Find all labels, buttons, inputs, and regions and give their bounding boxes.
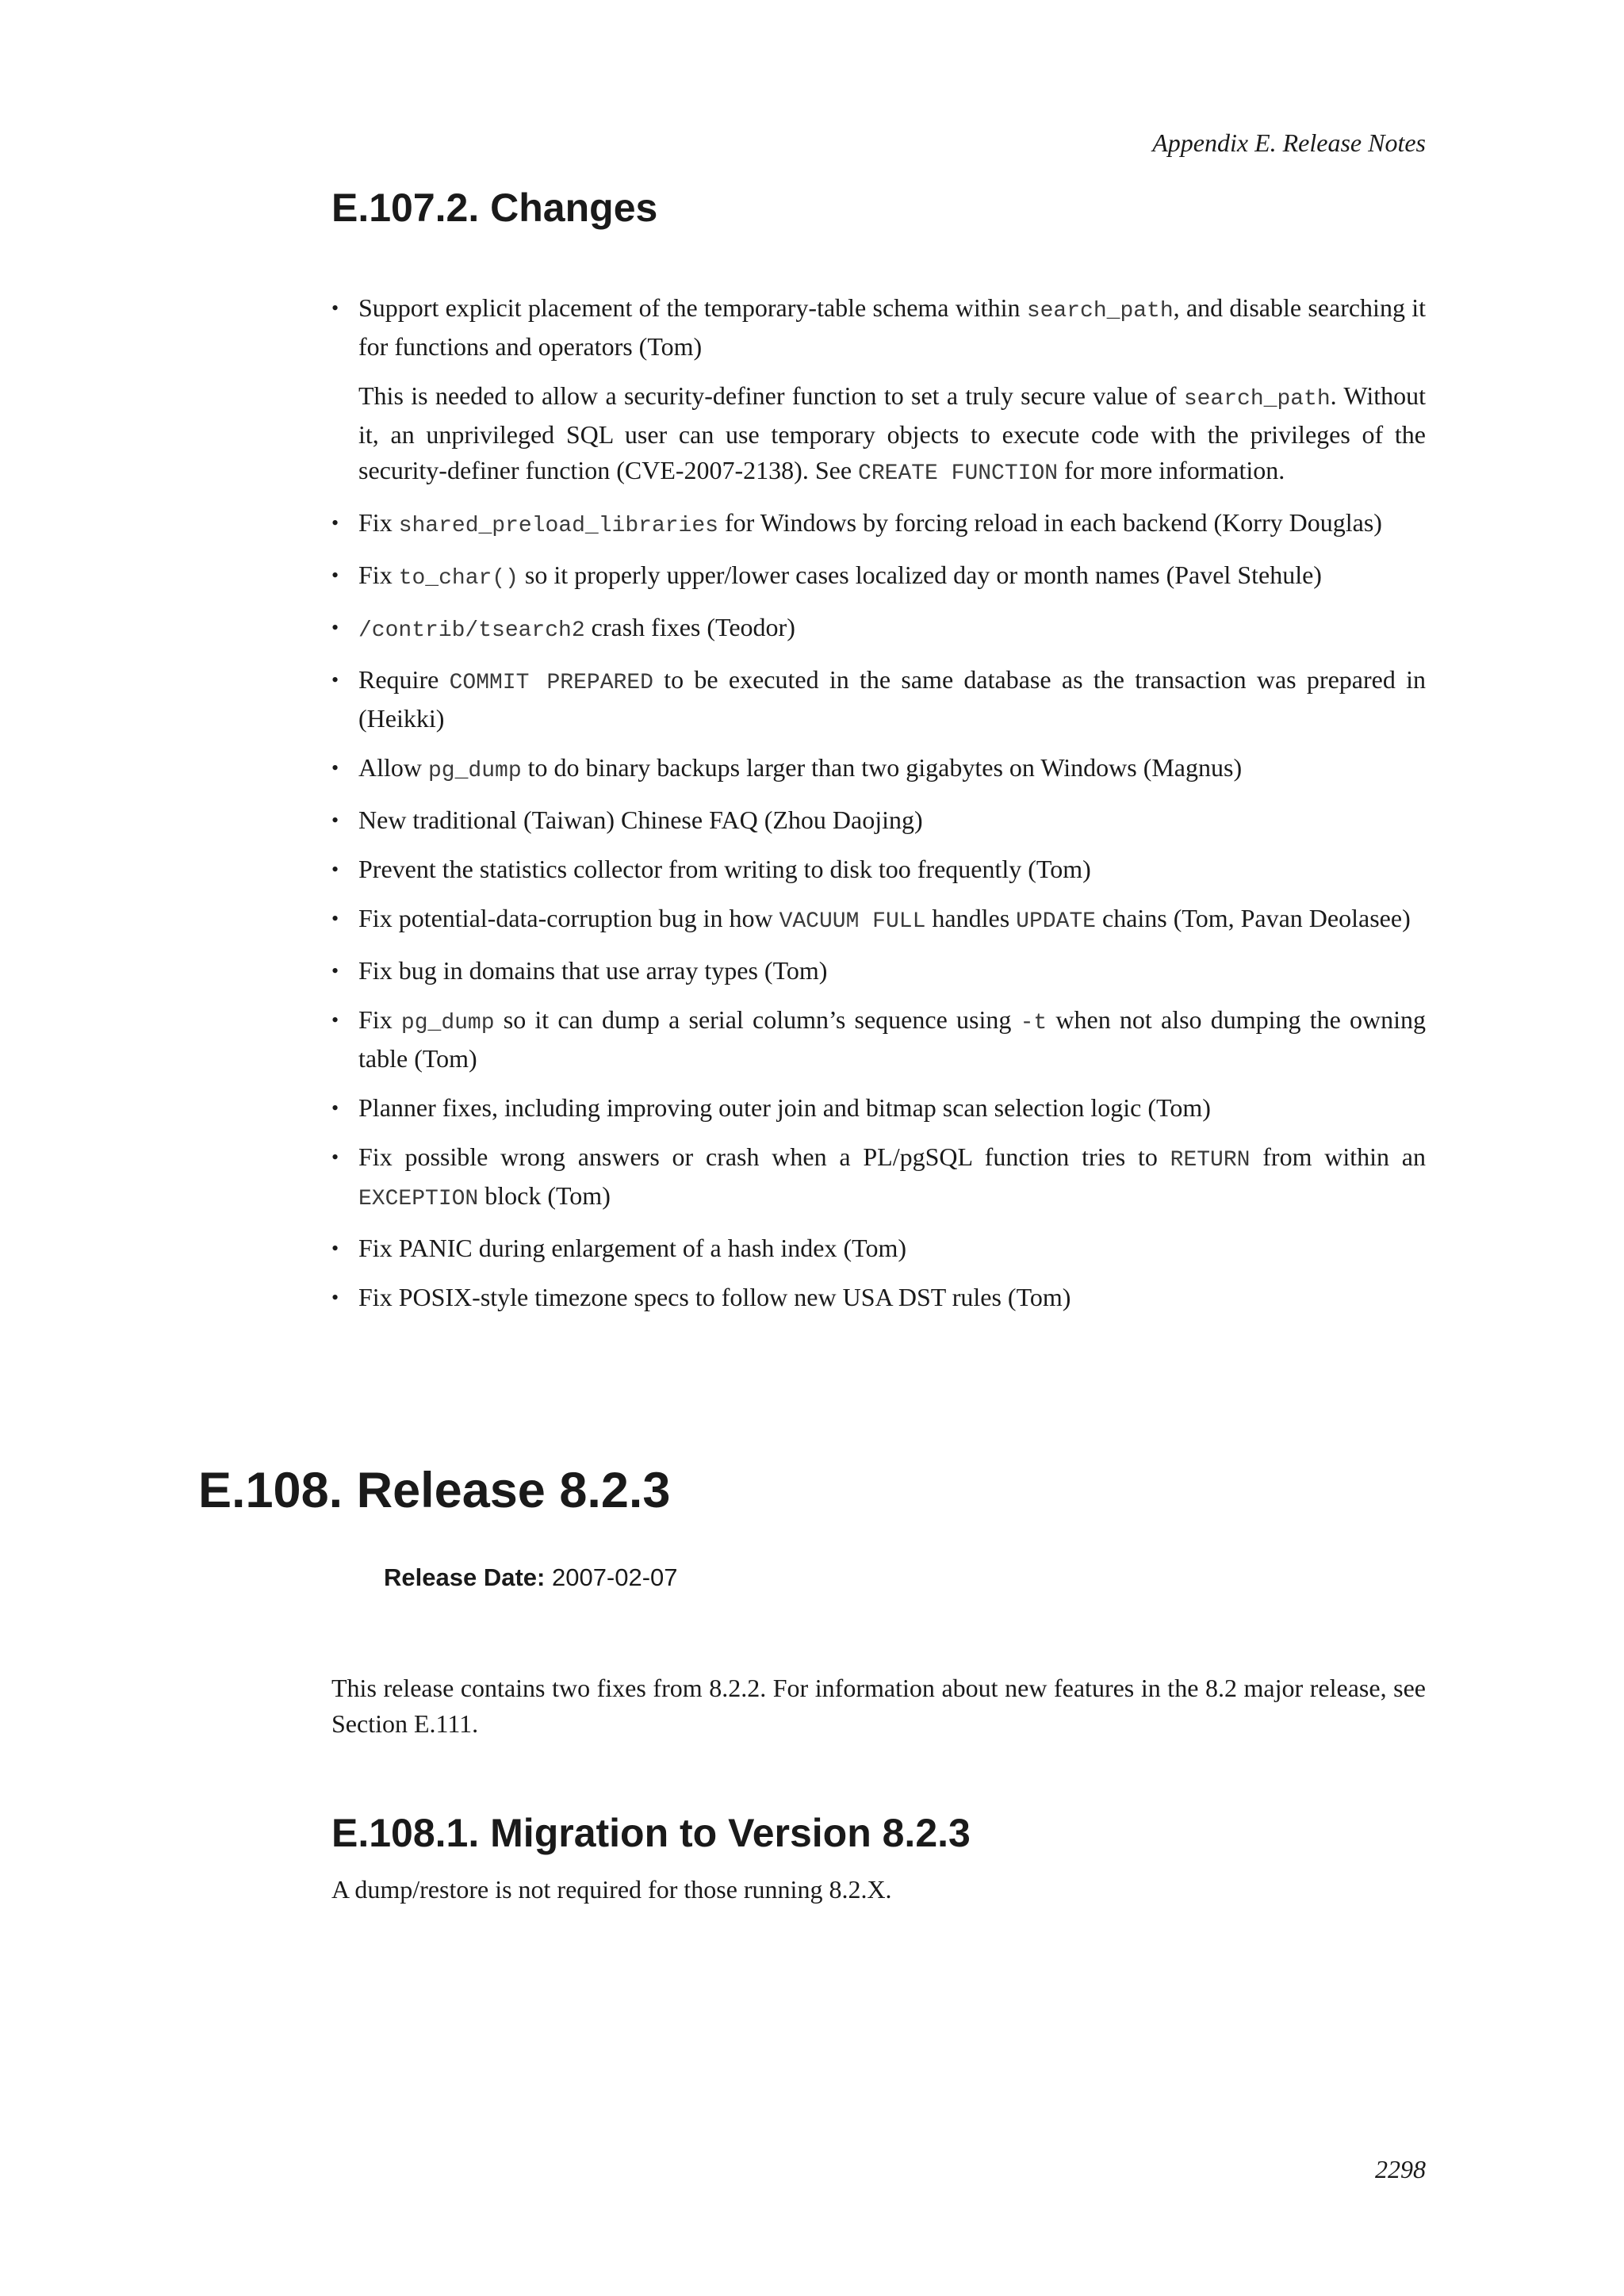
change-text	[358, 505, 1426, 544]
release-date	[384, 1563, 678, 1592]
release-title: E.108. Release 8.2.3	[198, 1463, 671, 1518]
text-run: Fix PANIC during enlargement of a hash index (Tom)	[358, 1234, 906, 1262]
change-text	[358, 953, 1426, 989]
change-text	[358, 1090, 1426, 1126]
change-text	[358, 750, 1426, 789]
text-run: for Windows by forcing reload in each backend (Korry Douglas)	[718, 508, 1382, 537]
change-text	[358, 662, 1426, 737]
change-text	[358, 290, 1426, 365]
section-title-migration: E.108.1. Migration to Version 8.2.3	[331, 1811, 971, 1855]
change-item	[331, 953, 1426, 989]
text-run: Require	[358, 665, 450, 694]
inline-code: shared_preload_libraries	[398, 514, 718, 538]
change-item	[331, 1230, 1426, 1266]
change-text	[358, 557, 1426, 596]
change-text	[358, 610, 1426, 649]
change-text	[358, 851, 1426, 887]
inline-code: to_char()	[398, 566, 519, 591]
text-run: crash fixes (Teodor)	[584, 613, 795, 641]
change-item	[331, 610, 1426, 649]
change-item	[331, 802, 1426, 838]
text-run: so it can dump a serial column’s sequence using	[494, 1005, 1021, 1034]
change-text	[358, 802, 1426, 838]
text-run: Prevent the statistics collector from writing to disk too frequently (Tom)	[358, 855, 1091, 883]
text-run: so it properly upper/lower cases localized day or month names (Pavel Stehule)	[518, 561, 1322, 589]
change-text	[358, 1230, 1426, 1266]
text-run: chains (Tom, Pavan Deolasee)	[1095, 904, 1411, 932]
inline-code: search_path	[1183, 387, 1331, 411]
text-run: New traditional (Taiwan) Chinese FAQ (Zhou Daojing)	[358, 806, 923, 834]
change-item	[331, 1090, 1426, 1126]
changes-list	[331, 290, 1426, 1329]
change-item	[331, 557, 1426, 596]
change-text	[358, 1139, 1426, 1217]
change-text	[358, 1280, 1426, 1315]
inline-code: VACUUM FULL	[779, 909, 926, 934]
release-date-label: Release Date:	[384, 1563, 546, 1591]
inline-code: COMMIT PREPARED	[449, 671, 653, 695]
change-text	[358, 901, 1426, 939]
text-run: from within an	[1250, 1142, 1427, 1171]
section-title-changes: E.107.2. Changes	[331, 186, 658, 230]
text-run: when not also dumping the owning table (Tom)	[358, 1005, 1427, 1073]
text-run: handles	[925, 904, 1017, 932]
inline-code: -t	[1020, 1011, 1048, 1035]
change-item	[331, 505, 1426, 544]
text-run: to be executed in the same database as the transaction was prepared in (Heikki)	[358, 665, 1427, 733]
change-item	[331, 1002, 1426, 1077]
change-item	[331, 901, 1426, 939]
inline-code: search_path	[1026, 299, 1174, 323]
text-run: Fix	[358, 1005, 401, 1034]
text-run: to do binary backups larger than two gigabytes on Windows (Magnus)	[521, 753, 1243, 782]
inline-code: pg_dump	[400, 1011, 495, 1035]
inline-code: EXCEPTION	[358, 1187, 479, 1211]
change-item	[331, 851, 1426, 887]
change-item	[331, 1139, 1426, 1217]
text-run: Fix	[358, 508, 399, 537]
text-run: block (Tom)	[478, 1181, 611, 1210]
text-run: This is needed to allow a security-definer function to set a truly secure value of	[358, 381, 1184, 410]
inline-code: pg_dump	[428, 759, 522, 783]
change-detail	[358, 378, 1426, 492]
text-run: Fix potential-data-corruption bug in how	[358, 904, 779, 932]
text-run: Fix bug in domains that use array types (Tom)	[358, 956, 828, 985]
change-item	[331, 1280, 1426, 1315]
release-date-value: 2007-02-07	[551, 1563, 678, 1591]
release-intro: This release contains two fixes from 8.2.2. For information about new features in the 8.2 major release, see Section E.111.	[331, 1674, 1426, 1738]
text-run: . Without it, an unprivileged SQL user can use temporary objects to execute code with the privileges of the security-definer function (CVE-2007-2138). See	[358, 381, 1427, 484]
text-run: for more information.	[1058, 456, 1285, 484]
inline-code: UPDATE	[1016, 909, 1096, 934]
text-run: Allow	[358, 753, 428, 782]
text-run: Support explicit placement of the temporary-table schema within	[358, 293, 1027, 322]
text-run: Fix possible wrong answers or crash when a PL/pgSQL function tries to	[358, 1142, 1170, 1171]
text-run: Fix	[358, 561, 399, 589]
change-item	[331, 290, 1426, 492]
change-text	[358, 1002, 1426, 1077]
change-item	[331, 662, 1426, 737]
inline-code: CREATE FUNCTION	[858, 461, 1059, 486]
text-run: Planner fixes, including improving outer join and bitmap scan selection logic (Tom)	[358, 1093, 1211, 1122]
page-number: 2298	[1375, 2155, 1426, 2183]
inline-code: RETURN	[1170, 1148, 1251, 1173]
migration-text: A dump/restore is not required for those running 8.2.X.	[331, 1875, 892, 1904]
inline-code: /contrib/tsearch2	[358, 618, 585, 643]
change-item	[331, 750, 1426, 789]
text-run: , and disable searching it for functions and operators (Tom)	[358, 293, 1427, 361]
running-header: Appendix E. Release Notes	[1152, 128, 1426, 157]
text-run: Fix POSIX-style timezone specs to follow new USA DST rules (Tom)	[358, 1283, 1071, 1311]
